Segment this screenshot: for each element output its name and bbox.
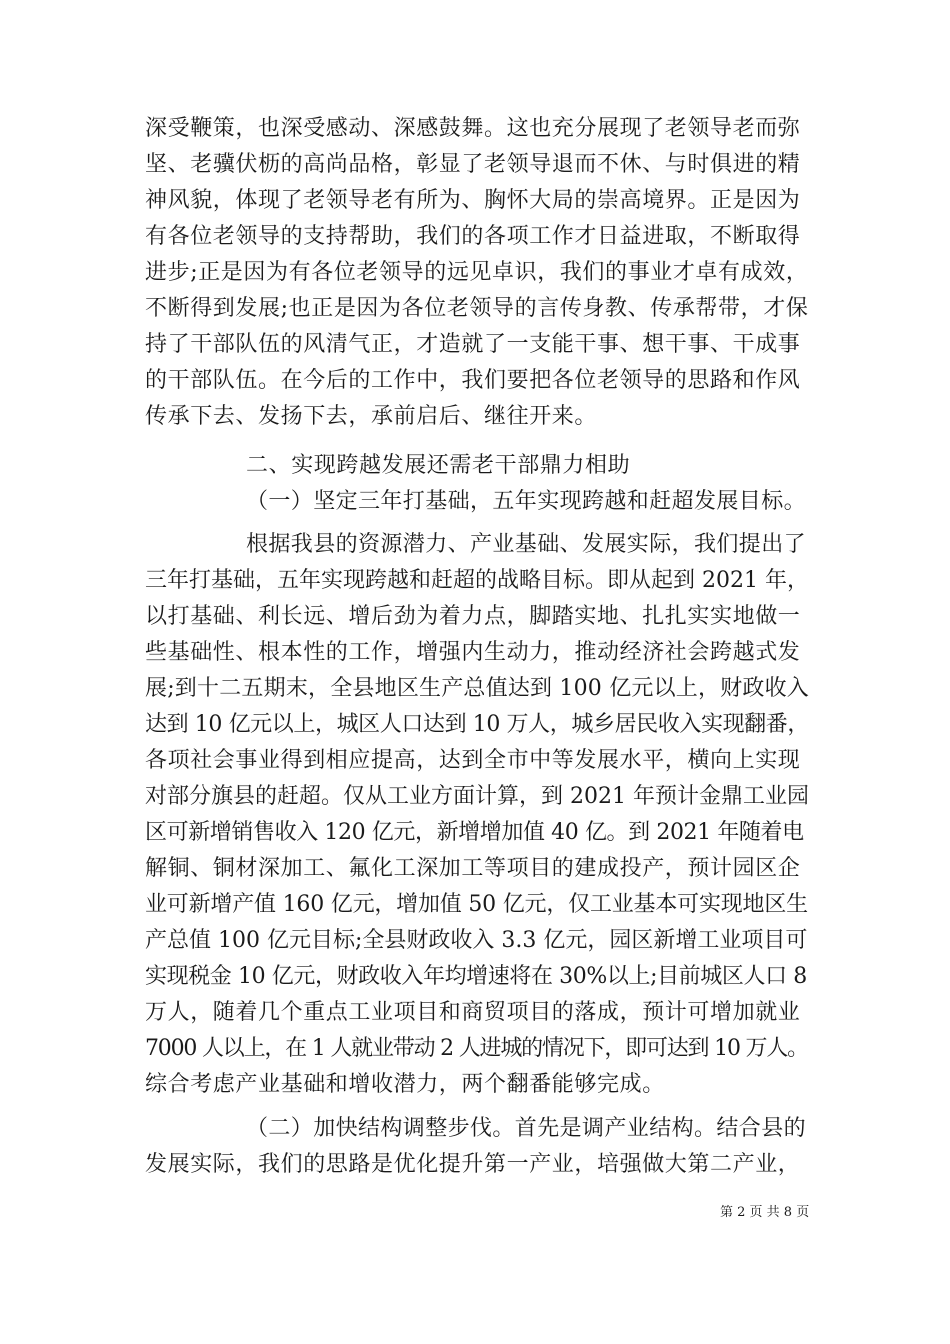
body-line: 进步;正是因为有各位老领导的远见卓识，我们的事业才卓有成效，	[145, 260, 809, 285]
body-line: 的干部队伍。在今后的工作中，我们要把各位老领导的思路和作风	[145, 368, 801, 393]
body-line: 深受鞭策，也深受感动、深感鼓舞。这也充分展现了老领导老而弥	[145, 116, 801, 141]
body-line: 些基础性、根本性的工作，增强内生动力，推动经济社会跨越式发	[145, 640, 801, 665]
body-line: 解铜、铜材深加工、氟化工深加工等项目的建成投产，预计园区企	[145, 856, 801, 881]
body-line: 三年打基础，五年实现跨越和赶超的战略目标。即从起到 2021 年，	[145, 568, 809, 593]
body-line: 业可新增产值 160 亿元，增加值 50 亿元，仅工业基本可实现地区生	[145, 892, 808, 917]
body-line: 坚、老骥伏枥的高尚品格，彰显了老领导退而不休、与时俱进的精	[145, 152, 801, 177]
body-line: 神风貌，体现了老领导老有所为、胸怀大局的崇高境界。正是因为	[145, 188, 801, 213]
body-line: 各项社会事业得到相应提高，达到全市中等发展水平，横向上实现	[145, 748, 801, 773]
body-line: 不断得到发展;也正是因为各位老领导的言传身教、传承帮带，才保	[145, 296, 809, 321]
body-line: 根据我县的资源潜力、产业基础、发展实际，我们提出了	[246, 532, 807, 557]
body-line: 展;到十二五期末，全县地区生产总值达到 100 亿元以上，财政收入	[145, 676, 809, 701]
body-line: 万人，随着几个重点工业项目和商贸项目的落成，预计可增加就业	[145, 1000, 801, 1025]
body-line: 区可新增销售收入 120 亿元，新增增加值 40 亿。到 2021 年随着电	[145, 820, 804, 845]
body-line: 有各位老领导的支持帮助，我们的各项工作才日益进取，不断取得	[145, 224, 801, 249]
body-line: 以打基础、利长远、增后劲为着力点，脚踏实地、扎扎实实地做一	[145, 604, 801, 629]
body-line: 产总值 100 亿元目标;全县财政收入 3.3 亿元，园区新增工业项目可	[145, 928, 808, 953]
page-number-footer: 第 2 页 共 8 页	[720, 1205, 810, 1220]
body-line: 持了干部队伍的风清气正，才造就了一支能干事、想干事、干成事	[145, 332, 801, 357]
body-line: 7000 人以上，在 1 人就业带动 2 人进城的情况下，即可达到 10 万人。	[145, 1036, 808, 1061]
body-line: 实现税金 10 亿元，财政收入年均增速将在 30%以上;目前城区人口 8	[145, 964, 807, 989]
subsection-heading: （一）坚定三年打基础，五年实现跨越和赶超发展目标。	[246, 489, 807, 514]
body-line: 发展实际，我们的思路是优化提升第一产业，培强做大第二产业，	[145, 1152, 801, 1177]
body-line: 传承下去、发扬下去，承前启后、继往开来。	[145, 404, 598, 429]
body-line: 达到 10 亿元以上，城区人口达到 10 万人，城乡居民收入实现翻番，	[145, 712, 809, 737]
section-heading: 二、实现跨越发展还需老干部鼎力相助	[246, 453, 631, 478]
body-line: 对部分旗县的赶超。仅从工业方面计算，到 2021 年预计金鼎工业园	[145, 784, 809, 809]
subsection-heading: （二）加快结构调整步伐。首先是调产业结构。结合县的	[246, 1116, 807, 1141]
body-line: 综合考虑产业基础和增收潜力，两个翻番能够完成。	[145, 1072, 665, 1097]
